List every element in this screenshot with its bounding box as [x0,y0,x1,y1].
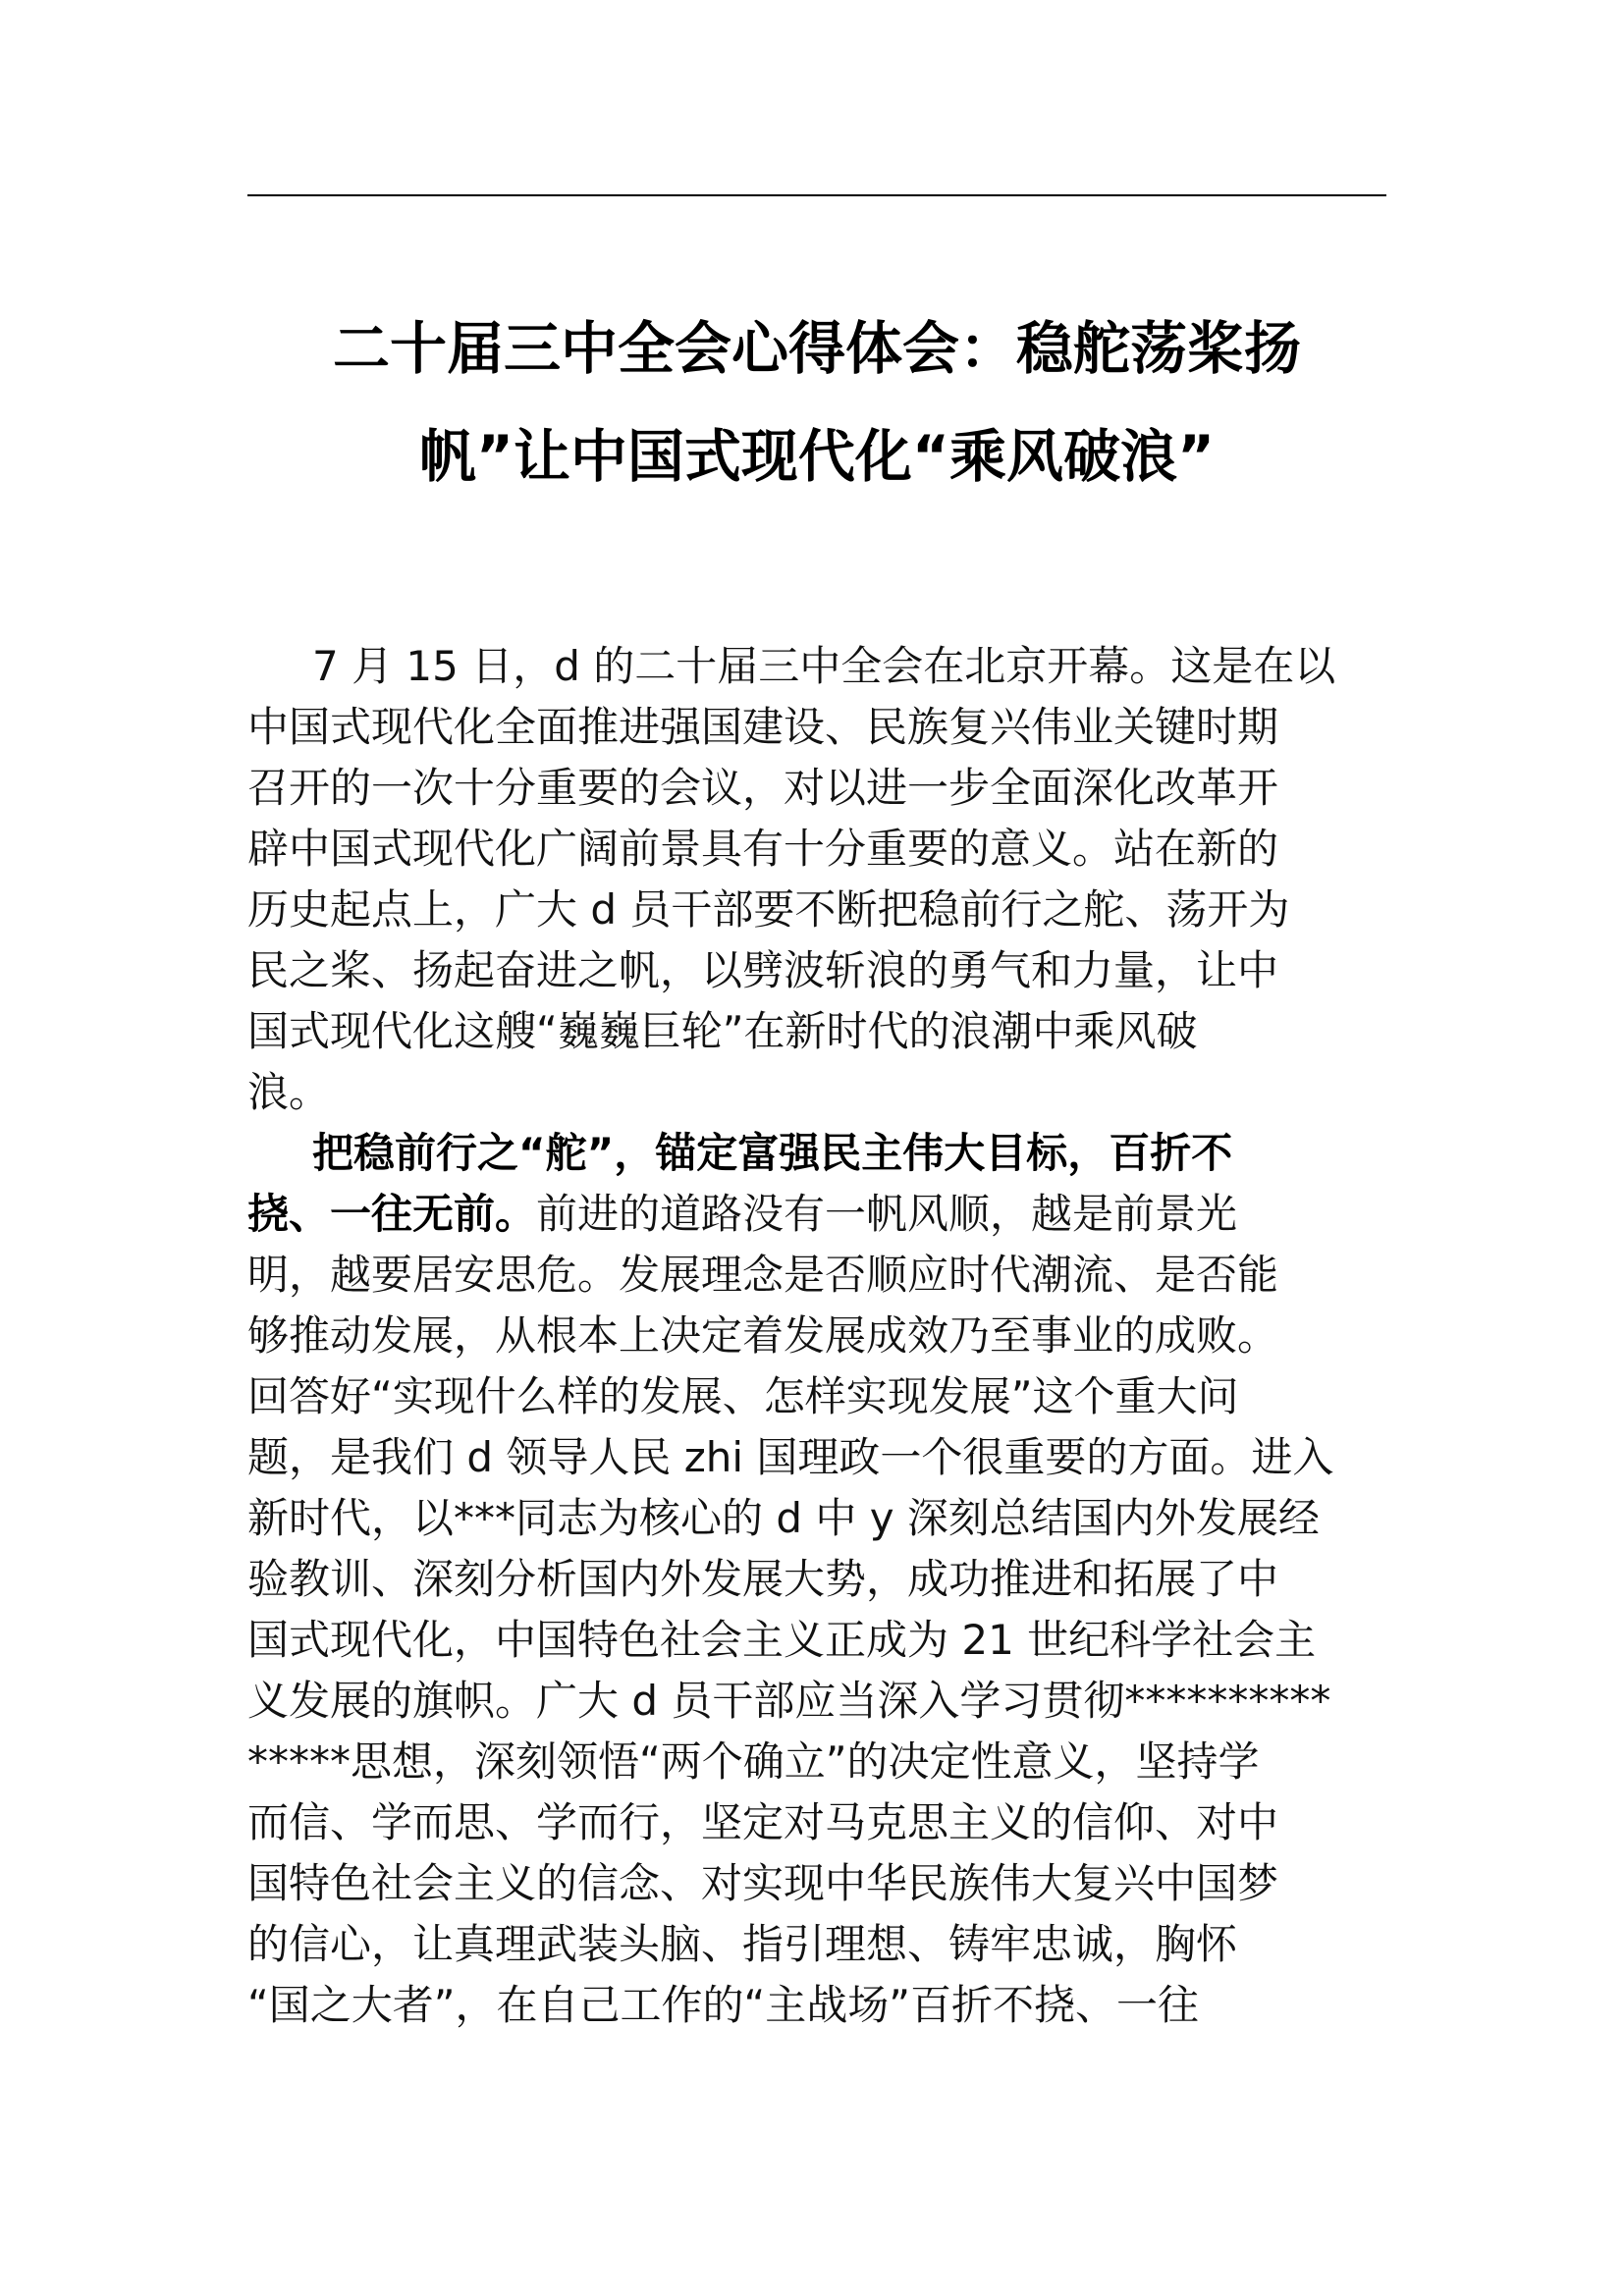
paragraph-2-heading-line-2 [247,1184,1386,1245]
paragraph-2-line: 国式现代化，中国特色社会主义正成为 21 世纪科学社会主 [247,1616,1317,1664]
paragraph-1-line: 浪。 [247,1068,331,1116]
document-body [247,636,1386,2036]
paragraph-2-heading-line [247,1123,1386,1184]
paragraph-2-line: 国特色社会主义的信念、对实现中华民族伟大复兴中国梦 [247,1859,1279,1907]
title-line-1: 二十届三中全会心得体会：稳舵荡桨扬 [332,315,1301,382]
document-title [247,294,1386,510]
title-line-2: 帆”让中国式现代化“乘风破浪” [418,423,1216,490]
paragraph-2-line: 新时代，以***同志为核心的 d 中 y 深刻总结国内外发展经 [247,1494,1320,1542]
paragraph-2-line: 明，越要居安思危。发展理念是否顺应时代潮流、是否能 [247,1251,1279,1299]
paragraph-2-bold-lead-end: 挠、一往无前。 [247,1190,537,1238]
paragraph-1-line: 民之桨、扬起奋进之帆，以劈波斩浪的勇气和力量，让中 [247,946,1279,994]
paragraph-2-line: 的信心，让真理武装头脑、指引理想、铸牢忠诚，胸怀 [247,1920,1238,1968]
paragraph-2-line: 够推动发展，从根本上决定着发展成效乃至事业的成败。 [247,1311,1279,1360]
paragraph-2-line: 回答好“实现什么样的发展、怎样实现发展”这个重大问 [247,1372,1239,1420]
paragraph-1-line: 中国式现代化全面推进强国建设、民族复兴伟业关键时期 [247,703,1279,751]
paragraph-2-line: 义发展的旗帜。广大 d 员干部应当深入学习贯彻********** [247,1677,1331,1725]
paragraph-1-line: 7 月 15 日，d 的二十届三中全会在北京开幕。这是在以 [312,642,1336,690]
paragraph-1-line: 历史起点上，广大 d 员干部要不断把稳前行之舵、荡开为 [247,885,1290,934]
paragraph-2-line: *****思想，深刻领悟“两个确立”的决定性意义，坚持学 [247,1737,1260,1786]
paragraph-1-line: 国式现代化这艘“巍巍巨轮”在新时代的浪潮中乘风破 [247,1007,1198,1055]
paragraph-1-line: 召开的一次十分重要的会议，对以进一步全面深化改革开 [247,764,1279,812]
paragraph-2-line: 验教训、深刻分析国内外发展大势，成功推进和拓展了中 [247,1555,1279,1603]
paragraph-2-line: 题，是我们 d 领导人民 zhi 国理政一个很重要的方面。进入 [247,1433,1334,1481]
paragraph-2-bold-lead: 把稳前行之“舵”，锚定富强民主伟大目标，百折不 [312,1129,1233,1177]
paragraph-2-text: 前进的道路没有一帆风顺，越是前景光 [536,1190,1238,1238]
paragraph-2-line: 而信、学而思、学而行，坚定对马克思主义的信仰、对中 [247,1798,1279,1846]
paragraph-1-line: 辟中国式现代化广阔前景具有十分重要的意义。站在新的 [247,825,1279,873]
paragraph-2-line: “国之大者”，在自己工作的“主战场”百折不挠、一往 [247,1981,1200,2029]
header-divider [247,194,1386,196]
